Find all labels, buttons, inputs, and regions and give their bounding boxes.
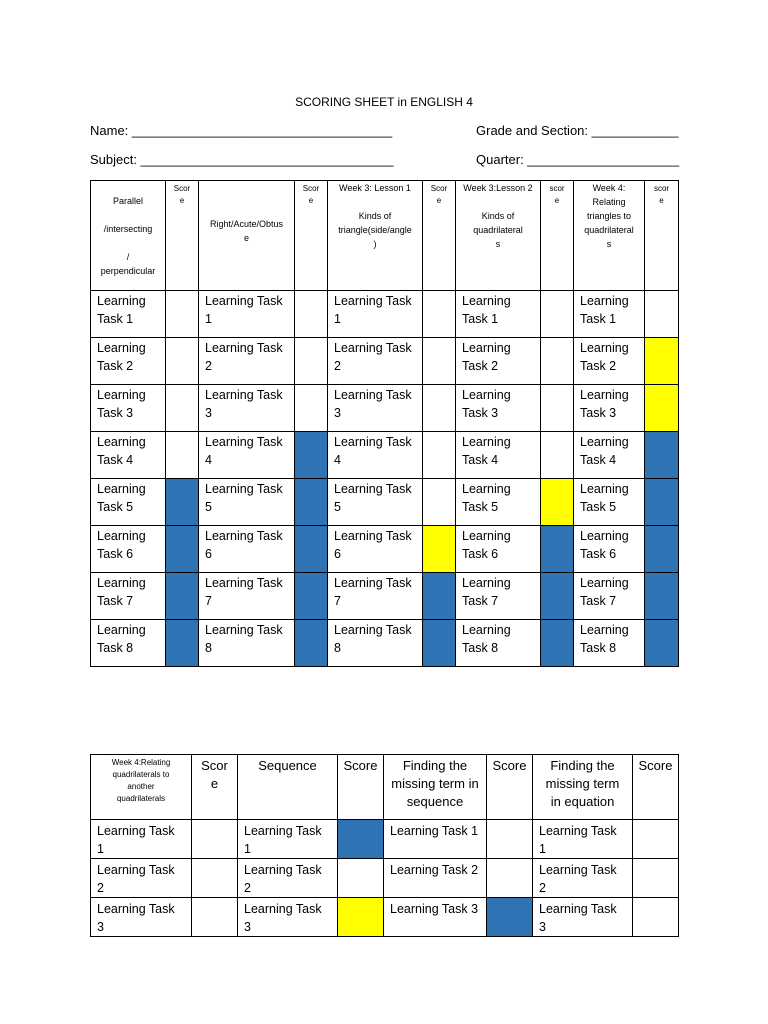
score-cell[interactable] [295, 573, 328, 620]
task-cell: Learning Task 3 [456, 385, 541, 432]
score-cell[interactable] [166, 385, 199, 432]
task-cell: Learning Task 7 [199, 573, 295, 620]
task-cell: Learning Task 2 [238, 859, 338, 898]
score-cell[interactable] [295, 338, 328, 385]
table1-header-cell: Right/Acute/Obtus e [199, 181, 295, 291]
table1-row [91, 432, 679, 479]
grade-section-field: Grade and Section: ____________ [476, 123, 679, 138]
table1-header-row [91, 181, 679, 291]
task-cell: Learning Task 8 [199, 620, 295, 667]
task-cell: Learning Task 8 [574, 620, 645, 667]
task-cell: Learning Task 8 [328, 620, 423, 667]
task-cell: Learning Task 5 [199, 479, 295, 526]
task-cell: Learning Task 2 [91, 859, 192, 898]
task-cell: Learning Task 7 [456, 573, 541, 620]
task-cell: Learning Task 3 [384, 898, 487, 937]
table1-row [91, 479, 679, 526]
table1-header-cell: Week 3: Lesson 1 Kinds of triangle(side/angle ) [328, 181, 423, 291]
table1-header-cell: Week 3:Lesson 2 Kinds of quadrilateral s [456, 181, 541, 291]
table1-row [91, 338, 679, 385]
score-cell[interactable] [645, 526, 679, 573]
task-cell: Learning Task 4 [574, 432, 645, 479]
task-cell: Learning Task 5 [91, 479, 166, 526]
task-cell: Learning Task 2 [533, 859, 633, 898]
score-cell[interactable] [295, 291, 328, 338]
task-cell: Learning Task 5 [456, 479, 541, 526]
score-cell[interactable] [645, 432, 679, 479]
task-cell: Learning Task 2 [574, 338, 645, 385]
score-cell[interactable] [295, 432, 328, 479]
table1-header-cell: Scor e [423, 181, 456, 291]
score-cell[interactable] [645, 479, 679, 526]
table2-header-cell: Finding the missing term in sequence [384, 755, 487, 820]
task-cell: Learning Task 8 [456, 620, 541, 667]
table1-row [91, 291, 679, 338]
task-cell: Learning Task 4 [328, 432, 423, 479]
task-cell: Learning Task 6 [91, 526, 166, 573]
task-cell: Learning Task 4 [199, 432, 295, 479]
score-cell[interactable] [633, 859, 679, 898]
score-cell[interactable] [166, 526, 199, 573]
score-cell[interactable] [338, 820, 384, 859]
task-cell: Learning Task 3 [238, 898, 338, 937]
score-cell[interactable] [541, 526, 574, 573]
table1-row [91, 620, 679, 667]
task-cell: Learning Task 3 [533, 898, 633, 937]
task-cell: Learning Task 2 [456, 338, 541, 385]
score-cell[interactable] [166, 291, 199, 338]
score-cell[interactable] [192, 820, 238, 859]
table1-header-cell: Scor e [166, 181, 199, 291]
task-cell: Learning Task 1 [574, 291, 645, 338]
score-cell[interactable] [423, 479, 456, 526]
task-cell: Learning Task 5 [328, 479, 423, 526]
score-cell[interactable] [166, 432, 199, 479]
score-cell[interactable] [645, 573, 679, 620]
table1-header-cell: scor e [541, 181, 574, 291]
score-cell[interactable] [541, 432, 574, 479]
subject-field: Subject: ___________________________________ [90, 152, 394, 167]
table1-row [91, 573, 679, 620]
scoring-table-1 [90, 180, 679, 667]
task-cell: Learning Task 1 [238, 820, 338, 859]
score-cell[interactable] [487, 859, 533, 898]
task-cell: Learning Task 7 [574, 573, 645, 620]
task-cell: Learning Task 6 [574, 526, 645, 573]
task-cell: Learning Task 4 [456, 432, 541, 479]
task-cell: Learning Task 3 [199, 385, 295, 432]
score-cell[interactable] [487, 820, 533, 859]
score-cell[interactable] [295, 479, 328, 526]
table1-header-cell: Scor e [295, 181, 328, 291]
score-cell[interactable] [338, 898, 384, 937]
score-cell[interactable] [541, 385, 574, 432]
task-cell: Learning Task 1 [384, 820, 487, 859]
score-cell[interactable] [192, 898, 238, 937]
task-cell: Learning Task 3 [574, 385, 645, 432]
table1-row [91, 526, 679, 573]
score-cell[interactable] [423, 573, 456, 620]
score-cell[interactable] [423, 432, 456, 479]
table2-row [91, 820, 679, 859]
task-cell: Learning Task 3 [91, 898, 192, 937]
score-cell[interactable] [541, 291, 574, 338]
score-cell[interactable] [423, 385, 456, 432]
task-cell: Learning Task 7 [328, 573, 423, 620]
score-cell[interactable] [423, 338, 456, 385]
task-cell: Learning Task 6 [456, 526, 541, 573]
table2-header-cell: Finding the missing term in equation [533, 755, 633, 820]
score-cell[interactable] [192, 859, 238, 898]
table2-row [91, 859, 679, 898]
task-cell: Learning Task 4 [91, 432, 166, 479]
score-cell[interactable] [423, 620, 456, 667]
table1-header-cell: Week 4: Relating triangles to quadrilateral s [574, 181, 645, 291]
table2-header-row [91, 755, 679, 820]
task-cell: Learning Task 3 [91, 385, 166, 432]
task-cell: Learning Task 2 [91, 338, 166, 385]
task-cell: Learning Task 1 [328, 291, 423, 338]
page-title: SCORING SHEET in ENGLISH 4 [295, 95, 473, 109]
table2-header-cell: Score [338, 755, 384, 820]
task-cell: Learning Task 1 [199, 291, 295, 338]
score-cell[interactable] [541, 338, 574, 385]
task-cell: Learning Task 1 [91, 820, 192, 859]
score-cell[interactable] [423, 526, 456, 573]
score-cell[interactable] [541, 573, 574, 620]
table2-row [91, 898, 679, 937]
task-cell: Learning Task 1 [533, 820, 633, 859]
score-cell[interactable] [645, 338, 679, 385]
task-cell: Learning Task 8 [91, 620, 166, 667]
score-cell[interactable] [295, 385, 328, 432]
table2-header-cell: Score [487, 755, 533, 820]
scoring-table-2 [90, 754, 679, 937]
score-cell[interactable] [295, 526, 328, 573]
name-field: Name: ____________________________________ [90, 123, 393, 138]
score-cell[interactable] [166, 573, 199, 620]
task-cell: Learning Task 7 [91, 573, 166, 620]
table2-header-cell: Scor e [192, 755, 238, 820]
score-cell[interactable] [166, 338, 199, 385]
task-cell: Learning Task 2 [328, 338, 423, 385]
task-cell: Learning Task 1 [456, 291, 541, 338]
score-cell[interactable] [338, 859, 384, 898]
score-cell[interactable] [645, 620, 679, 667]
score-cell[interactable] [541, 620, 574, 667]
score-cell[interactable] [166, 620, 199, 667]
table2-header-cell: Sequence [238, 755, 338, 820]
task-cell: Learning Task 2 [384, 859, 487, 898]
score-cell[interactable] [645, 291, 679, 338]
table2-header-cell: Score [633, 755, 679, 820]
task-cell: Learning Task 5 [574, 479, 645, 526]
score-cell[interactable] [166, 479, 199, 526]
task-cell: Learning Task 6 [199, 526, 295, 573]
score-cell[interactable] [295, 620, 328, 667]
score-cell[interactable] [541, 479, 574, 526]
table2-header-cell: Week 4:Relating quadrilaterals to another quadrilaterals [91, 755, 192, 820]
table1-row [91, 385, 679, 432]
score-cell[interactable] [487, 898, 533, 937]
task-cell: Learning Task 3 [328, 385, 423, 432]
table1-header-cell: scor e [645, 181, 679, 291]
task-cell: Learning Task 2 [199, 338, 295, 385]
score-cell[interactable] [633, 898, 679, 937]
task-cell: Learning Task 6 [328, 526, 423, 573]
table1-header-cell: Parallel /intersecting / perpendicular [91, 181, 166, 291]
score-cell[interactable] [645, 385, 679, 432]
score-cell[interactable] [633, 820, 679, 859]
task-cell: Learning Task 1 [91, 291, 166, 338]
score-cell[interactable] [423, 291, 456, 338]
quarter-field: Quarter: _____________________ [476, 152, 680, 167]
